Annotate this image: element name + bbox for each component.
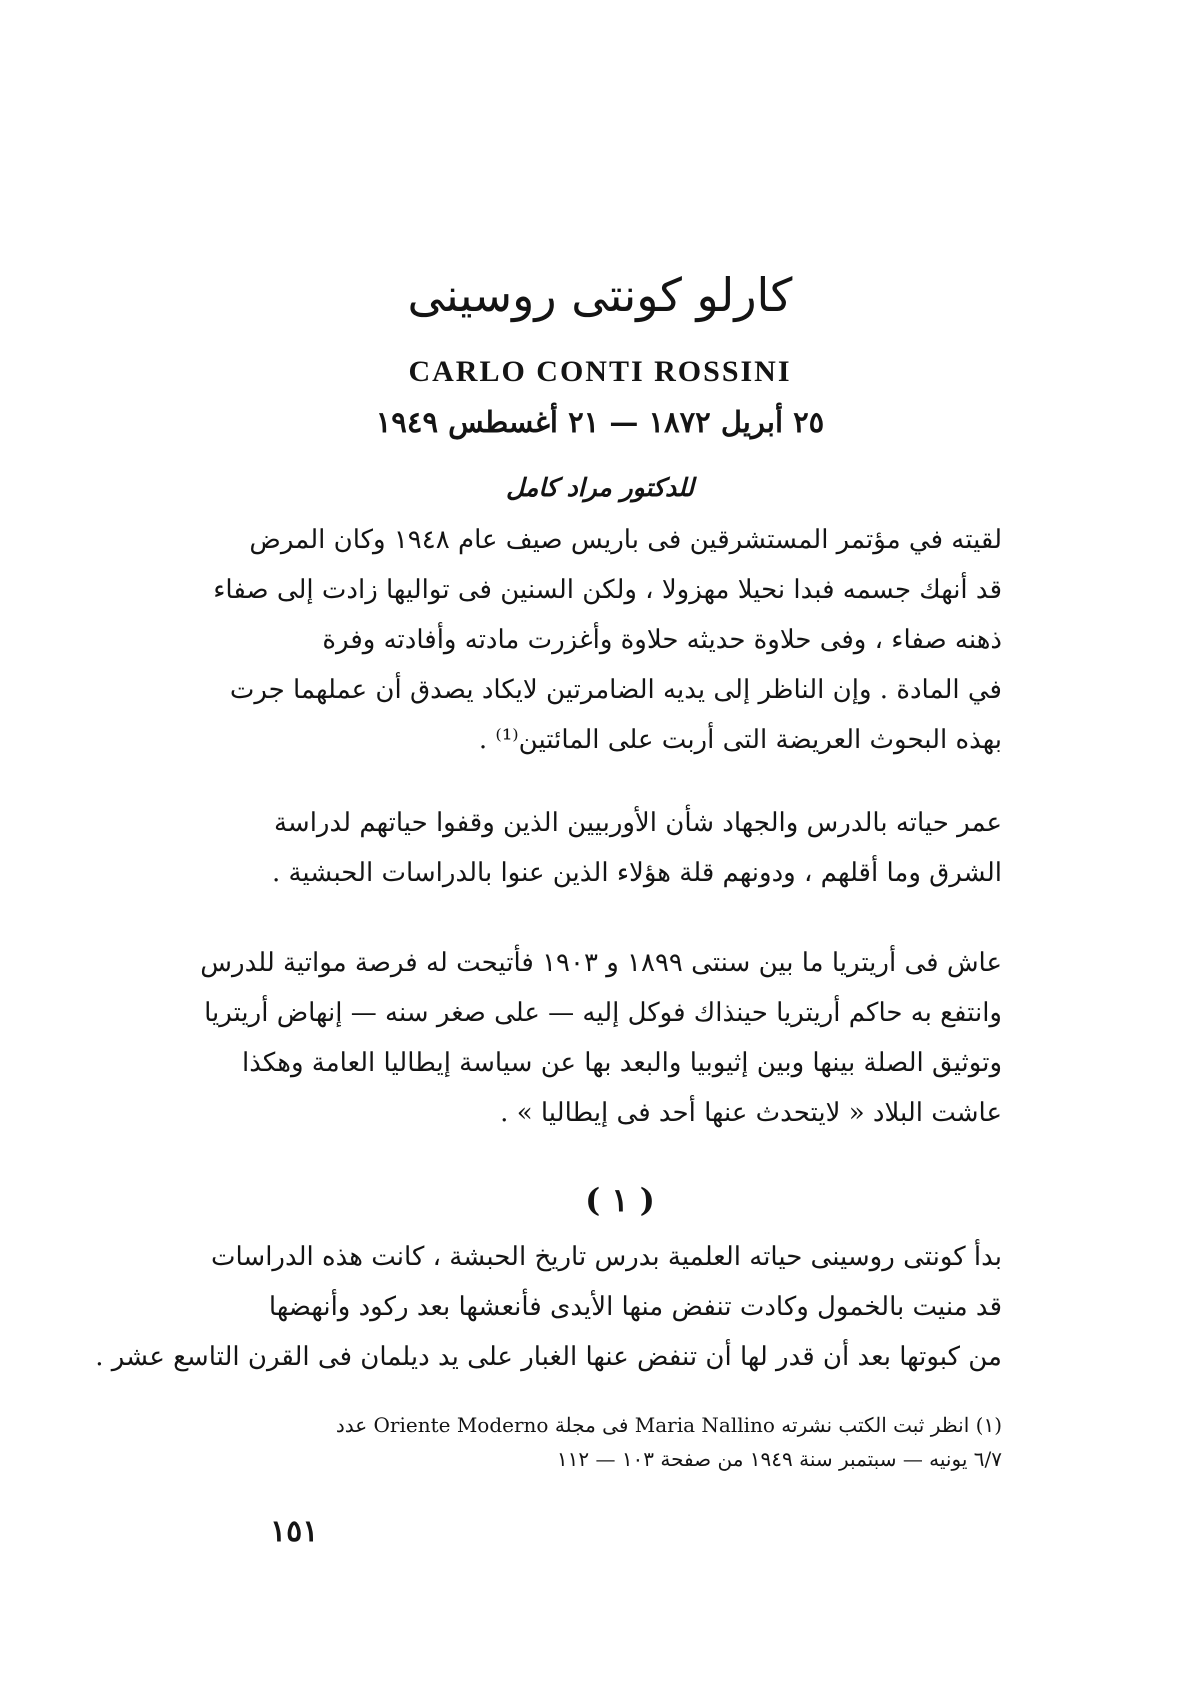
text-line: الشرق وما أقلهم ، ودونهم قلة هؤلاء الذين عنوا بالدراسات الحبشية . [271,858,1002,888]
footnote-line: (١) انظر ثبت الكتب نشرته Maria Nallino فى مجلة Oriente Moderno عدد [335,1413,1002,1437]
text-line: عاشت البلاد « لايتحدث عنها أحد فى إيطاليا » . [500,1098,1002,1128]
text-line: وانتفع به حاكم أريتريا حينذاك فوكل إليه — على صغر سنه — إنهاض أريتريا [204,998,1002,1028]
author-byline: للدكتور مراد كامل [506,473,694,502]
page-number: ١٥١ [270,1514,319,1549]
section-paragraph [95,1232,1002,1382]
text-line: من كبوتها بعد أن قدر لها أن تنفض عنها الغبار على يد ديلمان فى القرن التاسع عشر . [95,1342,1002,1372]
text-line: في المادة . وإن الناظر إلى يديه الضامرتين لايكاد يصدق أن عملهما جرت [229,675,1002,705]
text-line: قد منيت بالخمول وكادت تنفض منها الأيدى فأنعشها بعد ركود وأنهضها [268,1292,1002,1322]
footnote [270,1408,1002,1476]
text-line: وتوثيق الصلة بينها وبين إثيوبيا والبعد بها عن سياسة إيطاليا العامة وهكذا [242,1048,1002,1078]
section-number: ( ١ ) [585,1181,655,1219]
footnote-line: ٦/٧ يونيه — سبتمبر سنة ١٩٤٩ من صفحة ١٠٣ — ١١٢ [556,1447,1002,1471]
paragraph-2 [250,798,1002,898]
text-line: عاش فى أريتريا ما بين سنتى ١٨٩٩ و ١٩٠٣ فأتيحت له فرصة مواتية للدرس [200,948,1002,978]
paragraph-3 [200,938,1002,1138]
text-line: بهذه البحوث العريضة التى أربت على المائتين⁽¹⁾ . [478,725,1002,755]
article-title-latin: CARLO CONTI ROSSINI [408,355,792,388]
text-line: ذهنه صفاء ، وفى حلاوة حديثه حلاوة وأغزرت مادته وأفادته وفرة [322,625,1002,655]
text-line: لقيته في مؤتمر المستشرقين فى باريس صيف عام ١٩٤٨ وكان المرض [249,525,1002,555]
text-line: بدأ كونتى روسينى حياته العلمية بدرس تاريخ الحبشة ، كانت هذه الدراسات [211,1242,1002,1272]
text-line: قد أنهك جسمه فبدا نحيلا مهزولا ، ولكن السنين فى تواليها زادت إلى صفاء [213,575,1002,605]
life-dates: ٢٥ أبريل ١٨٧٢ — ٢١ أغسطس ١٩٤٩ [375,405,825,439]
text-line: عمر حياته بالدرس والجهاد شأن الأوربيين الذين وقفوا حياتهم لدراسة [273,808,1002,838]
article-title-arabic: كارلو كونتى روسينى [407,268,793,322]
paragraph-1 [213,515,1002,765]
